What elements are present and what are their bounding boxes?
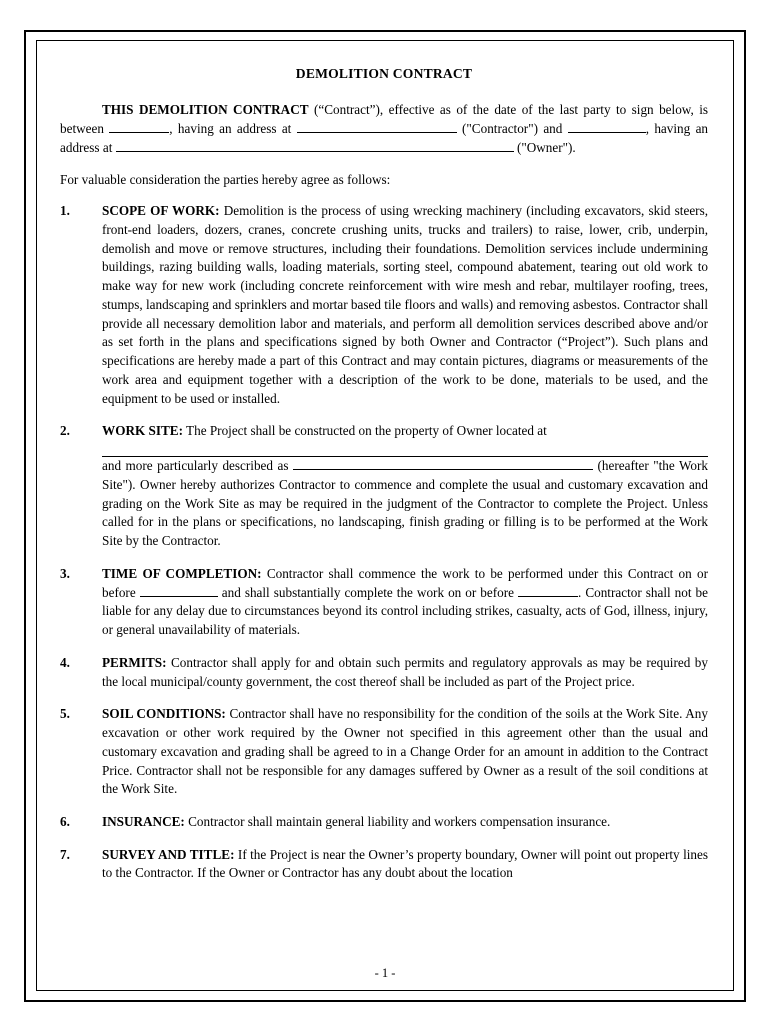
consideration-paragraph: For valuable consideration the parties hereby agree as follows: xyxy=(60,171,391,187)
clause-text-1: The Project shall be constructed on the property of Owner located at xyxy=(186,423,547,439)
intro-text-4: , having an address at xyxy=(60,121,709,155)
intro-text-3: ("Contractor") and xyxy=(462,121,563,137)
clause-text: Demolition is the process of using wrecking machinery (including excavators, skid steers, front-end loaders, dozers, cranes, concrete crushing units, trucks and trailers) to raise, lower, crib, underpin, demolish and move or remove structures, including their foundations. Demolition services include undermining buildings, razing building walls, loading materials, sorting steel, compound abatement, tearing out old work to make way for new work (including concrete reinforcement with wire mesh and rebar, multilayer roofing, trees, stumps, landscaping and sprinklers and mortar based tile floors and walls) and removing asbestos. Contractor shall provide all necessary demolition labor and materials, and perform all demolition services described above and/or as set forth in the plans and specifications signed by both Owner and Contractor (“Project”). Such plans and specifications are hereby made a part of this Contract and may contain pictures, diagrams or measurements of the work area and equipment together with a description of the work to be done, materials to be used, and the equipment to be used or installed. xyxy=(102,203,708,406)
clause-heading: PERMITS: xyxy=(102,654,167,670)
clause-body xyxy=(102,654,708,691)
blank-work-site-description[interactable] xyxy=(293,469,593,470)
clause-body xyxy=(102,565,708,640)
blank-contractor-address[interactable] xyxy=(297,132,457,133)
clause-number: 6. xyxy=(60,813,70,829)
clause-number: 2. xyxy=(60,423,70,439)
clause-soil-conditions xyxy=(60,705,708,799)
blank-commence-date[interactable] xyxy=(140,596,218,597)
clause-body xyxy=(102,202,708,408)
clause-heading: TIME OF COMPLETION: xyxy=(102,565,262,581)
intro-lead: THIS DEMOLITION CONTRACT xyxy=(102,102,309,118)
clause-text: Contractor shall have no responsibility for the condition of the soils at the Work Site. Any excavation or other work required by the Owner not specified in this agreement other than the usual and customary excavation and grading shall be agreed to in a Change Order for an amount in addition to the Contract Price. Contractor shall not be responsible for any damages suffered by Owner as a result of the soil conditions at the Work Site. xyxy=(102,706,708,797)
clause-text-2: and more particularly described as xyxy=(102,458,289,474)
blank-completion-date[interactable] xyxy=(518,596,578,597)
clause-number: 7. xyxy=(60,846,70,862)
clause-text-1: Contractor shall commence the work to be performed under this Contract on or before xyxy=(102,565,709,600)
clause-number: 3. xyxy=(60,565,70,581)
clause-text: Contractor shall apply for and obtain such permits and regulatory approvals as may be required by the local municipal/county government, the cost thereof shall be included as part of the Project price. xyxy=(102,654,708,689)
blank-work-site-address[interactable] xyxy=(102,441,708,457)
clause-text-3: (hereafter "the Work Site"). Owner hereby authorizes Contractor to commence and complete the usual and customary excavation and grading on the Work Site as may be required in the judgment of the Contractor to complete the Project. Unless called for in the plans or specifications, no landscaping, finish grading or filling is to be performed at the Work Site by the Contractor. xyxy=(102,458,709,549)
blank-owner-address[interactable] xyxy=(116,151,514,152)
clause-number: 1. xyxy=(60,203,70,219)
clause-work-site xyxy=(60,422,708,551)
clause-number: 4. xyxy=(60,654,70,670)
clause-heading: SOIL CONDITIONS: xyxy=(102,706,226,722)
clause-text-3: . Contractor shall not be liable for any delay due to circumstances beyond its control including strikes, casualty, acts of God, illness, injury, or general unavailability of materials. xyxy=(102,584,709,638)
clause-heading: WORK SITE: xyxy=(102,423,183,439)
page-title: DEMOLITION CONTRACT xyxy=(295,66,473,81)
clause-body xyxy=(102,422,708,551)
intro-paragraph xyxy=(60,101,708,157)
document-content xyxy=(60,56,708,897)
clause-body xyxy=(102,813,708,832)
clause-text: If the Project is near the Owner’s property boundary, Owner will point out property lines to the Contractor. If the Owner or Contractor has any doubt about the location xyxy=(102,846,708,881)
clause-permits xyxy=(60,654,708,691)
intro-text-2: , having an address at xyxy=(169,121,292,137)
intro-text-5: ("Owner"). xyxy=(516,139,576,155)
intro-text-1: (“Contract”), effective as of the date of the last party to sign below, is between xyxy=(60,102,708,137)
clause-heading: SURVEY AND TITLE: xyxy=(102,846,235,862)
page-number-footer: - 1 - xyxy=(374,966,396,980)
clause-text-2: and shall substantially complete the work on or before xyxy=(221,584,514,600)
clause-body xyxy=(102,705,708,799)
clause-time-of-completion xyxy=(60,565,708,640)
blank-party-name[interactable] xyxy=(109,132,169,133)
blank-owner-name[interactable] xyxy=(568,132,646,133)
clause-body xyxy=(102,846,708,883)
clause-insurance xyxy=(60,813,708,832)
clause-text: Contractor shall maintain general liability and workers compensation insurance. xyxy=(188,813,611,829)
clause-survey-and-title xyxy=(60,846,708,883)
clause-number: 5. xyxy=(60,706,70,722)
clause-heading: SCOPE OF WORK: xyxy=(102,203,220,219)
clause-scope-of-work xyxy=(60,202,708,408)
clause-heading: INSURANCE: xyxy=(102,813,185,829)
